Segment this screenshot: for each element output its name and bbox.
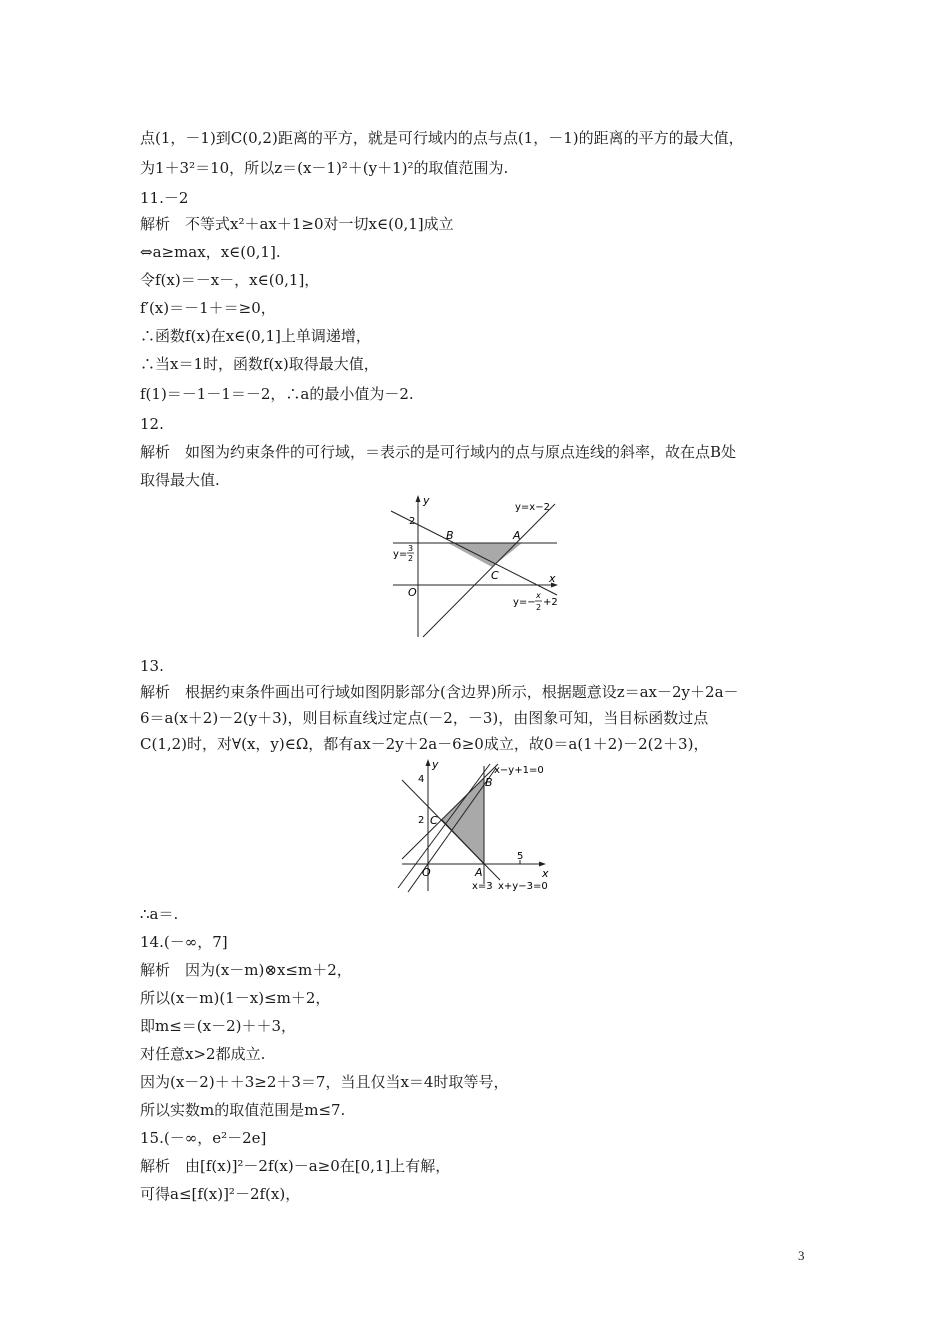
tick-2-label: 2	[409, 516, 416, 527]
text-line: 解析 由[f(x)]²－2f(x)－a≥0在[0,1]上有解，	[140, 1157, 451, 1175]
origin-label: O	[422, 866, 431, 879]
text-line: 所以(x－m)(1－x)≤m＋2，	[140, 989, 331, 1007]
text-line: ⇔a≥max，x∈(0,1].	[140, 243, 281, 261]
point-c-label: C	[491, 569, 499, 582]
feasible-region	[448, 543, 522, 567]
text-line: 解析 因为(x－m)⊗x≤m＋2，	[140, 961, 352, 979]
x-axis-arrow	[539, 862, 546, 867]
line-mid-label-denominator: 2	[408, 554, 414, 563]
text-line: 因为(x－2)＋＋3≥2＋3＝7，当且仅当x＝4时取等号，	[140, 1073, 509, 1091]
line-y-neg-half-x-plus-2	[391, 511, 557, 595]
text-line: 取得最大值.	[140, 471, 220, 489]
figure-problem-12	[385, 492, 575, 642]
y-axis-arrow	[416, 495, 421, 502]
text-line: ∴函数f(x)在x∈(0,1]上单调递增，	[140, 327, 371, 345]
point-a-label: A	[475, 866, 483, 879]
page-number: 3	[798, 1248, 805, 1263]
text-line: ∴当x＝1时，函数f(x)取得最大值，	[140, 355, 379, 373]
text-line: ∴a＝.	[140, 905, 179, 923]
figure-problem-13	[392, 756, 557, 896]
line-c-label: x+y−3=0	[498, 881, 548, 892]
text-line: f(1)＝－1－1＝－2，∴a的最小值为－2.	[140, 385, 414, 403]
text-line: 11.－2	[140, 189, 189, 207]
text-line: 解析 根据约束条件画出可行域如图阴影部分(含边界)所示，根据题意设z＝ax－2y＋2a－	[140, 683, 739, 701]
y-axis-arrow	[426, 759, 431, 766]
y-axis-label: y	[423, 494, 430, 507]
line-mid-label-numerator: 3	[408, 544, 414, 553]
line-bot-label-numerator: x	[536, 591, 541, 600]
point-c-label: C	[430, 814, 438, 827]
line-y-x-minus-2	[423, 504, 555, 637]
tick-5-label: 5	[517, 851, 524, 862]
text-line: 14.(－∞，7]	[140, 933, 228, 951]
text-line: 13.	[140, 657, 164, 675]
origin-label: O	[408, 586, 417, 599]
text-line: 对任意x>2都成立.	[140, 1045, 266, 1063]
line-bot-label-suffix: +2	[543, 597, 558, 608]
y-axis-label: y	[432, 758, 439, 771]
line-bot-label-prefix: y=−	[513, 597, 536, 608]
line-top-label: y=x−2	[515, 502, 550, 513]
line-bot-label-denominator: 2	[536, 603, 542, 612]
text-line: 即m≤＝(x－2)＋＋3，	[140, 1017, 297, 1035]
text-line: f′(x)＝－1＋＝≥0，	[140, 299, 276, 317]
line-a-label: x−y+1=0	[494, 765, 544, 776]
text-line: 解析 不等式x²＋ax＋1≥0对一切x∈(0,1]成立	[140, 215, 454, 233]
x-axis-label: x	[542, 867, 549, 880]
tick-4-label: 4	[418, 774, 425, 785]
line-b-label: x=3	[472, 881, 493, 892]
point-a-label: A	[513, 529, 521, 542]
text-line: 点(1，－1)到C(0,2)距离的平方，就是可行域内的点与点(1，－1)的距离的平方的最大值，	[140, 129, 744, 147]
text-line: 15.(－∞，e²－2e]	[140, 1129, 267, 1147]
line-x-plus-y-minus-3	[402, 780, 500, 880]
point-b-label: B	[446, 529, 454, 542]
line-mid-label-prefix: y=	[393, 549, 408, 560]
text-line: 所以实数m的取值范围是m≤7.	[140, 1101, 346, 1119]
text-line: 6＝a(x＋2)－2(y＋3)，则目标直线过定点(－2，－3)，由图象可知，当目标函数过点	[140, 709, 709, 727]
text-line: 解析 如图为约束条件的可行域，＝表示的是可行域内的点与原点连线的斜率，故在点B处	[140, 443, 737, 461]
text-line: 可得a≤[f(x)]²－2f(x)，	[140, 1185, 301, 1203]
tick-2-label: 2	[418, 815, 425, 826]
text-line: C(1,2)时，对∀(x，y)∈Ω，都有ax－2y＋2a－6≥0成立，故0＝a(1＋2)－2(2＋3)，	[140, 735, 709, 753]
text-line: 令f(x)＝－x－，x∈(0,1]，	[140, 271, 320, 289]
text-line: 为1＋3²＝10，所以z＝(x－1)²＋(y＋1)²的取值范围为.	[140, 159, 509, 177]
text-line: 12.	[140, 415, 164, 433]
point-b-label: B	[485, 776, 493, 789]
x-axis-label: x	[549, 572, 556, 585]
